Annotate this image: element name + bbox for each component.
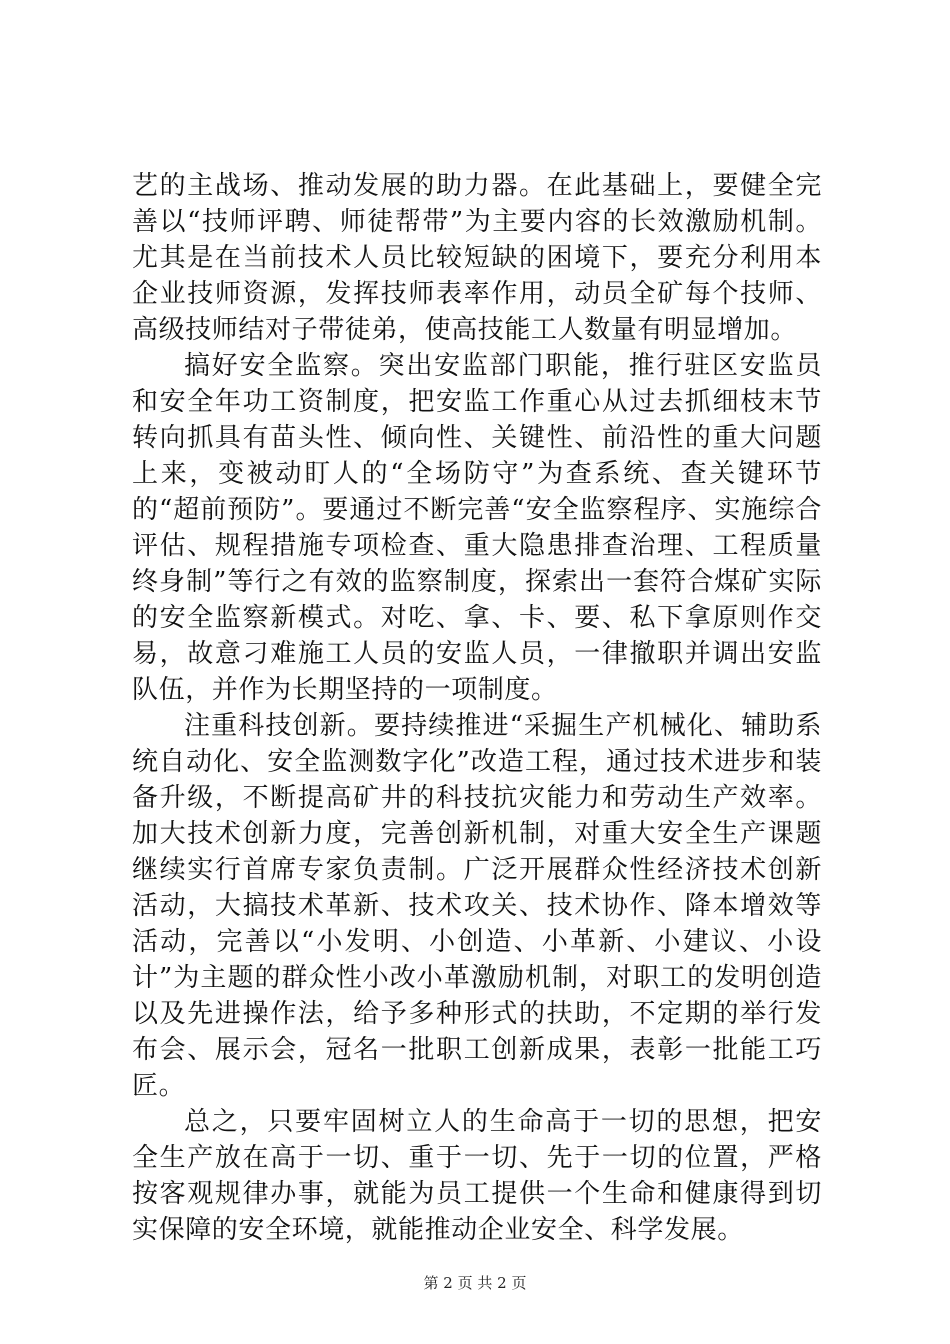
page-number-footer: 第 2 页 共 2 页 (423, 1274, 527, 1292)
paragraph-continued: 艺的主战场、推动发展的助力器。在此基础上，要健全完善以“技师评聘、师徒帮带”为主要内容的长效激励机制。尤其是在当前技术人员比较短缺的困境下，要充分利用本企业技师资源，发挥技师表率作用，动员全矿每个技师、高级技师结对子带徒弟，使高技能工人数量有明显增加。 (132, 171, 822, 345)
document-body (132, 168, 822, 1248)
paragraph-tech-innovation: 注重科技创新。要持续推进“采掘生产机械化、辅助系统自动化、安全监测数字化”改造工程，通过技术进步和装备升级，不断提高矿井的科技抗灾能力和劳动生产效率。加大技术创新力度，完善创新机制，对重大安全生产课题继续实行首席专家负责制。广泛开展群众性经济技术创新活动，大搞技术革新、技术攻关、技术协作、降本增效等活动，完善以“小发明、小创造、小革新、小建议、小设计”为主题的群众性小改小革激励机制，对职工的发明创造以及先进操作法，给予多种形式的扶助，不定期的举行发布会、展示会，冠名一批职工创新成果，表彰一批能工巧匠。 (132, 711, 822, 1101)
paragraph-safety-supervision: 搞好安全监察。突出安监部门职能，推行驻区安监员和安全年功工资制度，把安监工作重心从过去抓细枝末节转向抓具有苗头性、倾向性、关键性、前沿性的重大问题上来，变被动盯人的“全场防守”为查系统、查关键环节的“超前预防”。要通过不断完善“安全监察程序、实施综合评估、规程措施专项检查、重大隐患排查治理、工程质量终身制”等行之有效的监察制度，探索出一套符合煤矿实际的安全监察新模式。对吃、拿、卡、要、私下拿原则作交易，故意刁难施工人员的安监人员，一律撤职并调出安监队伍，并作为长期坚持的一项制度。 (132, 351, 822, 705)
paragraph-conclusion: 总之，只要牢固树立人的生命高于一切的思想，把安全生产放在高于一切、重于一切、先于一切的位置，严格按客观规律办事，就能为员工提供一个生命和健康得到切实保障的安全环境，就能推动企业安全、科学发展。 (132, 1107, 822, 1245)
